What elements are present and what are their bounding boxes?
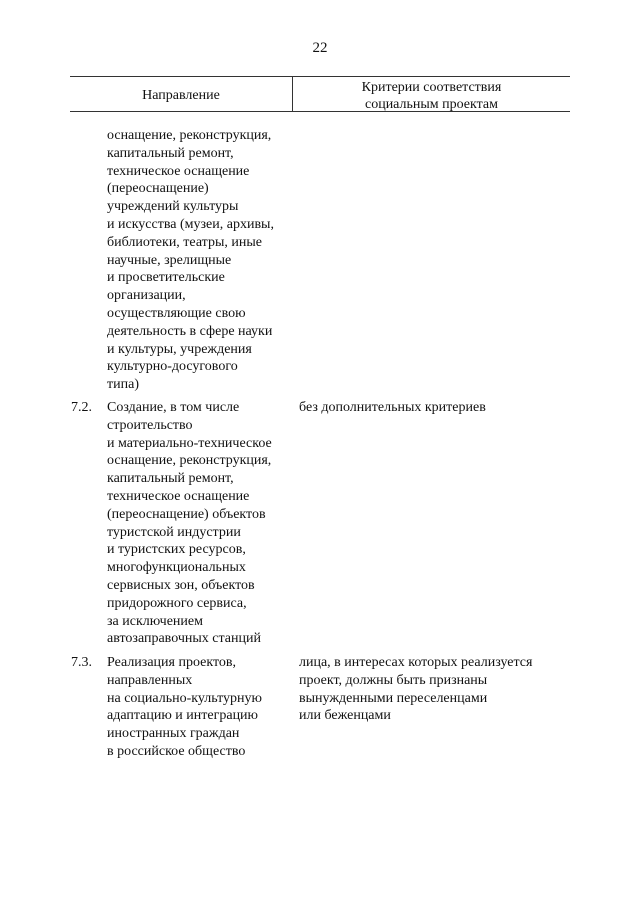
row-7-2-number: 7.2. <box>71 400 92 415</box>
row-7-2-criteria: без дополнительных критериев <box>299 400 486 415</box>
row-7-3-number: 7.3. <box>71 655 92 670</box>
header-criteria-line1: Критерии соответствия <box>361 80 502 95</box>
header-direction: Направление <box>142 88 220 103</box>
page-number: 22 <box>312 40 328 56</box>
header-criteria <box>293 79 570 113</box>
row-7-2-direction: Создание, в том числе строительство и материально-техническое оснащение, реконструкция, капитальный ремонт, техническое оснащение (переоснащение) объектов туристской индустрии и туристских ресурсов, многофункциональных сервисных зон, объектов придорожного сервиса, за исключением автозаправочных станций <box>107 400 272 647</box>
row-continuation-direction: оснащение, реконструкция, капитальный ремонт, техническое оснащение (переоснащение) учреждений культуры и искусства (музеи, архивы, библиотеки, театры, иные научные, зрелищные и просветительские организации, осуществляющие свою деятельность в сфере науки и культуры, учреждения культурно-досугового типа) <box>107 128 274 393</box>
table-top-rule <box>70 76 570 77</box>
row-7-3-direction: Реализация проектов, направленных на социально-культурную адаптацию и интеграцию иностранных граждан в российское общество <box>107 655 262 759</box>
header-criteria-line2: социальным проектам <box>364 97 499 112</box>
row-7-3-criteria: лица, в интересах которых реализуется проект, должны быть признаны вынужденными переселенцами или беженцами <box>299 655 533 724</box>
